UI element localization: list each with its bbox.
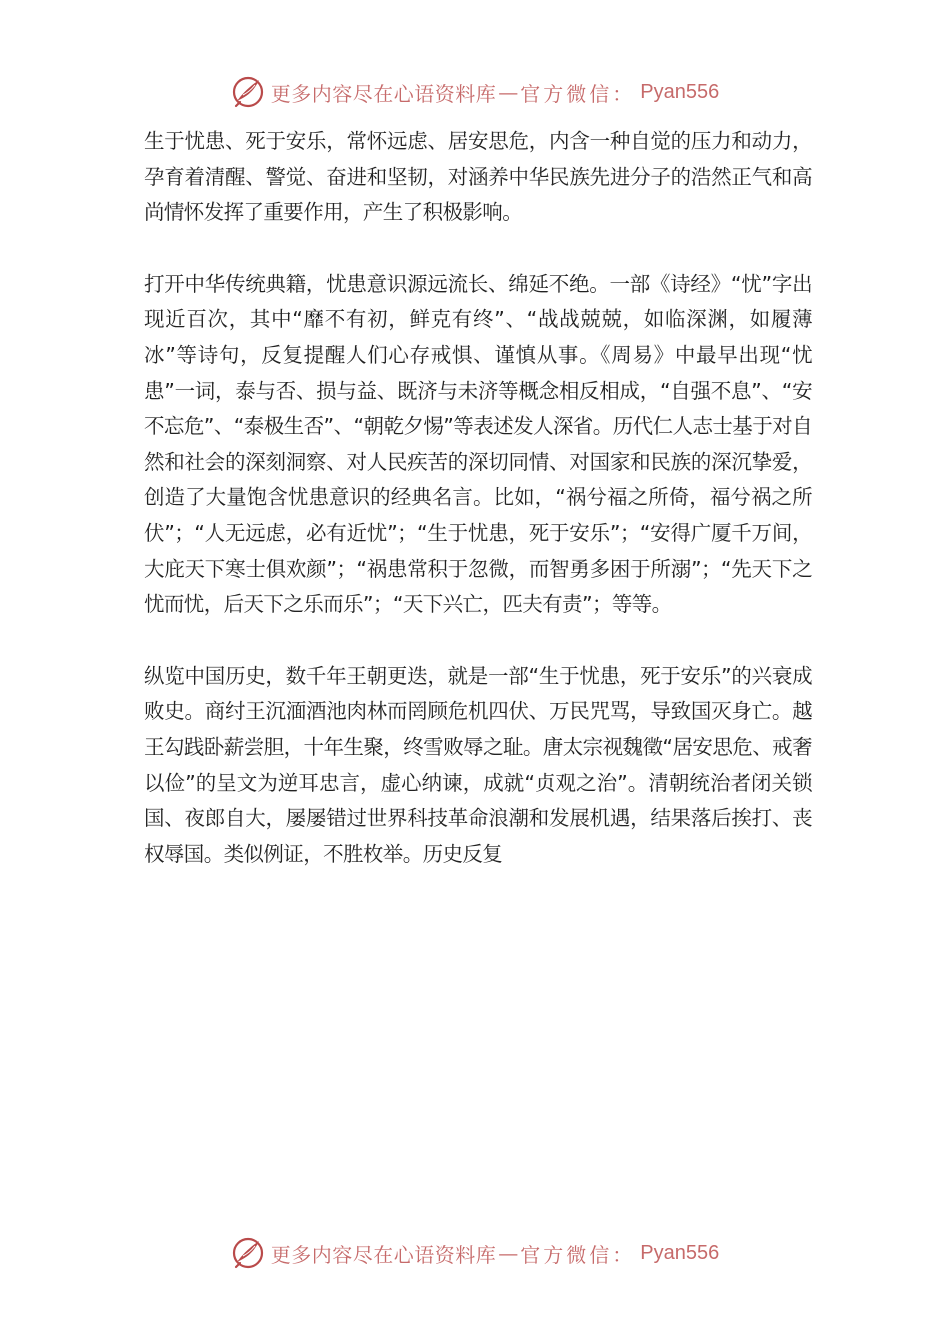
header-wechat-handle: Pyan556 [640, 80, 720, 103]
header-banner [0, 72, 950, 112]
paragraph-3: 纵览中国历史，数千年王朝更迭，就是一部“生于忧患，死于安乐”的兴衰成败史。商纣王沉湎酒池肉林而罔顾危机四伏、万民咒骂，导致国灭身亡。越王勾践卧薪尝胆，十年生聚，终雪败辱之耻。唐太宗视魏徵“居安思危、戒奢以俭”的呈文为逆耳忠言，虚心纳谏，成就“贞观之治”。清朝统治者闭关锁国、夜郎自大，屡屡错过世界科技革命浪潮和发展机遇，结果落后挨打、丧权辱国。类似例证，不胜枚举。历史反复 [144, 663, 812, 866]
header-wechat-label: 官方微信 [520, 81, 613, 106]
footer-colon: ： [612, 1242, 633, 1267]
footer-banner [0, 1233, 950, 1273]
article-body [144, 124, 812, 908]
quill-pen-icon [231, 1236, 265, 1270]
footer-brand-text: 更多内容尽在心语资料库 [270, 1242, 497, 1267]
footer-separator: — [498, 1241, 519, 1265]
footer-wechat-handle: Pyan556 [640, 1241, 720, 1264]
paragraph-2: 打开中华传统典籍，忧患意识源远流长、绵延不绝。一部《诗经》“忧”字出现近百次，其中“靡不有初，鲜克有终”、“战战兢兢，如临深渊，如履薄冰”等诗句，反复提醒人们心存戒惧、谨慎从事。《周易》中最早出现“忧患”一词，泰与否、损与益、既济与未济等概念相反相成，“自强不息”、“安不忘危”、“泰极生否”、“朝乾夕惕”等表述发人深省。历代仁人志士基于对自然和社会的深刻洞察、对人民疾苦的深切同情、对国家和民族的深沉挚爱，创造了大量饱含忧患意识的经典名言。比如，“祸兮福之所倚，福兮祸之所伏”；“人无远虑，必有近忧”；“生于忧患，死于安乐”；“安得广厦千万间，大庇天下寒士俱欢颜”；“祸患常积于忽微，而智勇多困于所溺”；“先天下之忧而忧，后天下之乐而乐”；“天下兴亡，匹夫有责”；等等。 [144, 271, 812, 617]
header-brand-text: 更多内容尽在心语资料库 [270, 81, 497, 106]
quill-pen-icon [231, 75, 265, 109]
paragraph-1: 生于忧患、死于安乐，常怀远虑、居安思危，内含一种自觉的压力和动力，孕育着清醒、警觉、奋进和坚韧，对涵养中华民族先进分子的浩然正气和高尚情怀发挥了重要作用，产生了积极影响。 [144, 129, 812, 225]
header-separator: — [498, 80, 519, 104]
footer-wechat-label: 官方微信 [520, 1242, 613, 1267]
header-colon: ： [612, 81, 633, 106]
